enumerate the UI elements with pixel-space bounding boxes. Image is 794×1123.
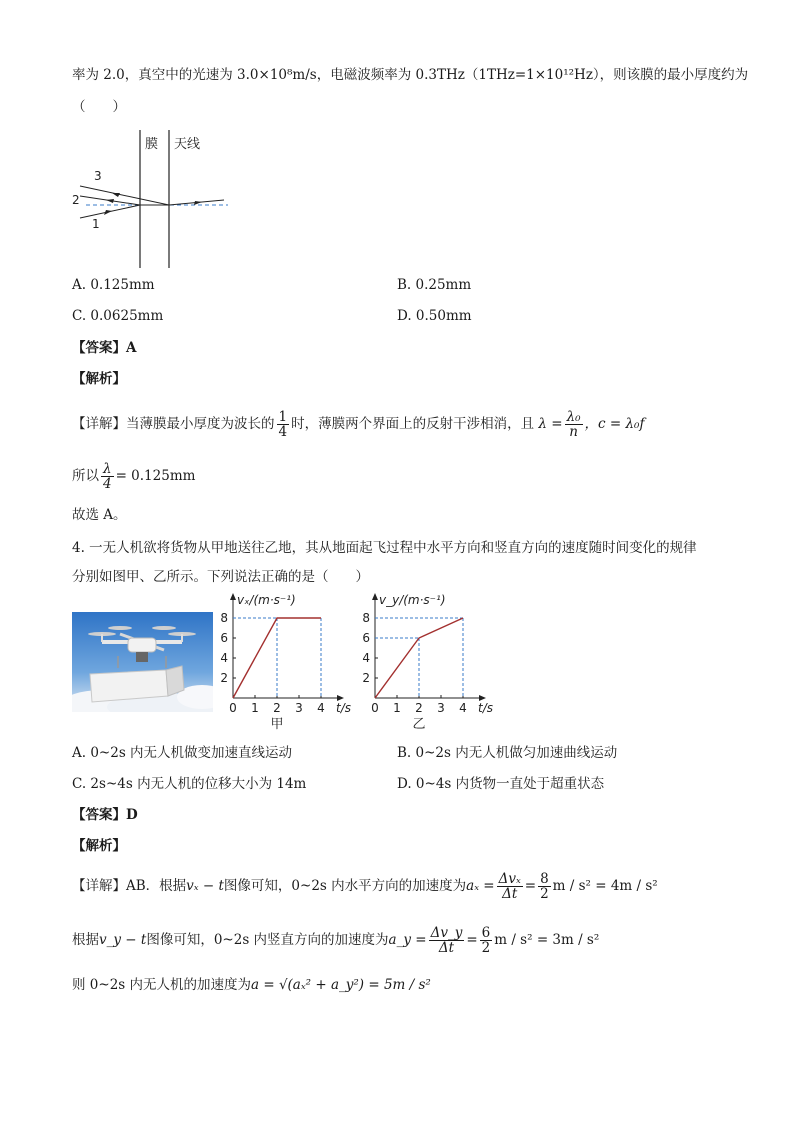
q4-stem-line2: 分别如图甲、乙所示。下列说法正确的是（ ） (72, 569, 369, 585)
x-tick-label: 0 (229, 701, 237, 715)
q4-detail2-graph: v_y − t (99, 932, 147, 948)
y-axis-label: v_y/(m·s⁻¹) (379, 593, 446, 607)
q3-analysis-heading: 【解析】 (72, 371, 126, 387)
drone-photo (72, 612, 213, 712)
q3-choose: 故选 A。 (72, 507, 127, 523)
q4-detail1-mid: 图像可知，0~2s 内水平方向的加速度为 (223, 878, 467, 894)
q3-detail-tail: ，c = λ₀f (584, 416, 645, 432)
x-tick-label: 2 (415, 701, 423, 715)
q4-option-a: A. 0~2s 内无人机做变加速直线运动 (72, 745, 293, 761)
y-tick-label: 2 (362, 671, 370, 685)
ray-label-2: 2 (72, 193, 80, 207)
q4-detail1-graph: vₓ − t (186, 878, 224, 894)
x-tick-label: 3 (437, 701, 445, 715)
y-axis-label: vₓ/(m·s⁻¹) (237, 593, 296, 607)
y-tick-label: 2 (220, 671, 228, 685)
x-axis-label: t/s (478, 701, 493, 715)
q4-detail3 (72, 976, 431, 994)
x-tick-label: 2 (273, 701, 281, 715)
x-tick-label: 1 (393, 701, 401, 715)
q3-detail-lambda: λ = (538, 416, 563, 432)
chart-title: 甲 (270, 717, 284, 732)
x-tick-label: 0 (371, 701, 379, 715)
q3-so-prefix: 所以 (72, 468, 99, 484)
q4-option-b: B. 0~2s 内无人机做匀加速曲线运动 (397, 745, 618, 761)
y-axis-arrow (372, 593, 378, 600)
q4-detail3-eq: a = √(aₓ² + a_y²) = 5m / s² (251, 977, 431, 993)
label-antenna: 天线 (174, 137, 201, 152)
q4-detail1 (72, 872, 658, 901)
q4-answer: 【答案】D (72, 807, 138, 823)
fraction-dvx-dt: $\frac{\text{Δvₓ}}{\Delta t}$ (498, 871, 521, 902)
fraction-8-2: $\frac{8}{2}$ (540, 871, 549, 902)
q3-stem-line2: （ ） (72, 99, 126, 115)
y-tick-label: 8 (220, 611, 228, 625)
q4-detail2-prefix: 根据 (72, 932, 99, 948)
q3-option-d: D. 0.50mm (397, 308, 472, 324)
fraction-6-2: $\frac{6}{2}$ (481, 925, 491, 956)
q3-detail-prefix: 【详解】当薄膜最小厚度为波长的 (72, 416, 275, 432)
q4-detail1-eq: aₓ = (466, 878, 495, 894)
x-tick-label: 3 (295, 701, 303, 715)
q3-so-result: = 0.125mm (115, 468, 196, 484)
q3-detail (72, 410, 644, 439)
x-axis-label: t/s (336, 701, 351, 715)
q4-detail1-eq2: = (524, 878, 537, 894)
label-film: 膜 (145, 137, 159, 152)
q3-option-c: C. 0.0625mm (72, 308, 164, 324)
q4-detail2-eq2: = (466, 932, 478, 948)
fraction-quarter: $\frac{1}{4}$ (278, 409, 288, 440)
film-antenna-diagram (68, 128, 238, 270)
y-tick-label: 6 (220, 631, 228, 645)
q3-stem-line1: 率为 2.0，真空中的光速为 3.0×10⁸m/s，电磁波频率为 0.3THz（1THz=1×10¹²Hz），则该膜的最小厚度约为 (72, 67, 749, 83)
q4-detail2-result: m / s² = 3m / s² (494, 932, 600, 948)
fraction-dvy-dt: $\frac{\Delta v\_y}{\Delta t}$ (430, 925, 463, 956)
y-axis-arrow (230, 593, 236, 600)
q4-analysis-heading: 【解析】 (72, 838, 126, 854)
q4-stem-line1: 4. 一无人机欲将货物从甲地送往乙地，其从地面起飞过程中水平方向和竖直方向的速度随时间变化的规律 (72, 540, 697, 556)
q3-option-b: B. 0.25mm (397, 277, 472, 293)
y-tick-label: 8 (362, 611, 370, 625)
ray-label-1: 1 (92, 217, 100, 231)
y-tick-label: 4 (362, 651, 370, 665)
chart-vx-t (213, 590, 353, 732)
chart-title: 乙 (412, 717, 426, 732)
q4-detail1-result: m / s² = 4m / s² (552, 878, 658, 894)
y-tick-label: 4 (220, 651, 228, 665)
q4-detail3-prefix: 则 0~2s 内无人机的加速度为 (72, 977, 251, 993)
ray-label-3: 3 (94, 169, 102, 183)
q4-option-c: C. 2s~4s 内无人机的位移大小为 14m (72, 776, 307, 792)
q4-detail2-mid: 图像可知，0~2s 内竖直方向的加速度为 (146, 932, 389, 948)
x-tick-label: 1 (251, 701, 259, 715)
q4-detail1-prefix: 【详解】AB．根据 (72, 878, 187, 894)
q4-option-d: D. 0~4s 内货物一直处于超重状态 (397, 776, 605, 792)
q3-option-a: A. 0.125mm (72, 277, 155, 293)
fraction-lambda-4: $\frac{\lambda}{4}$ (102, 461, 112, 492)
q4-detail2 (72, 926, 599, 955)
y-tick-label: 6 (362, 631, 370, 645)
x-tick-label: 4 (459, 701, 467, 715)
fraction-lambda0-n: $\frac{\text{λ₀}}{n}$ (566, 409, 581, 440)
q4-detail2-eq: a_y = (388, 932, 427, 948)
q3-so (72, 462, 195, 491)
q3-detail-mid: 时，薄膜两个界面上的反射干涉相消，且 (291, 416, 535, 432)
q3-answer: 【答案】A (72, 340, 137, 356)
x-tick-label: 4 (317, 701, 325, 715)
chart-vy-t (355, 590, 495, 732)
